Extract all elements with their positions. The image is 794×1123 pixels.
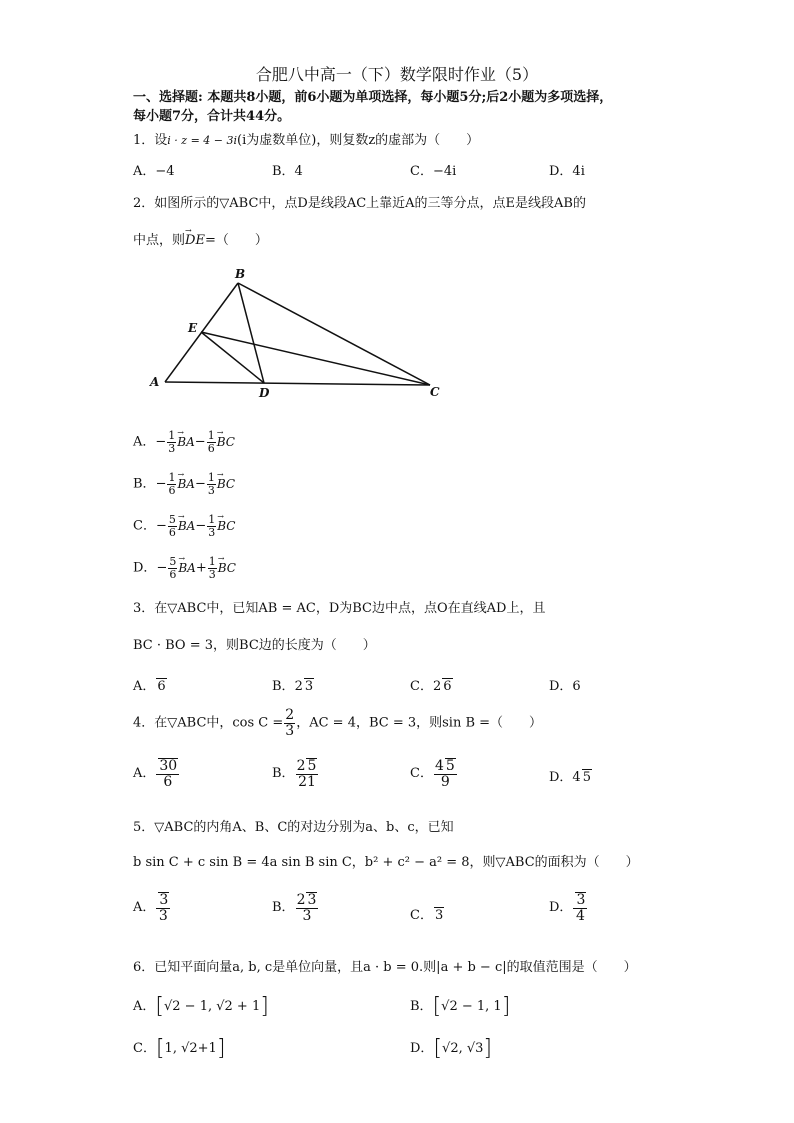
q3-option-c[interactable]: C．2 6 xyxy=(410,679,452,694)
question-4-stem: 4．在▽ABC中，cos C = $\frac{2}{3}$ ，AC = 4，BC = 3，则sin B =（ ） xyxy=(133,707,543,739)
segment-ec xyxy=(201,332,430,385)
q6-option-d[interactable]: D．[√2, √3] xyxy=(410,1036,492,1061)
label-b: B xyxy=(235,267,246,281)
q5-option-a[interactable]: A． $\frac{3}{3}$ xyxy=(133,892,169,924)
q2-option-b[interactable]: B．− $\frac{1}{6}$ → BA− $\frac{1}{3}$ → BC xyxy=(133,472,235,496)
q1-stem-suffix: (i为虚数单位)，则复数z的虚部为（ ） xyxy=(237,133,480,148)
question-3-line2: BC · BO = 3，则BC边的长度为（ ） xyxy=(133,638,376,653)
label-a: A xyxy=(150,375,160,389)
question-2-line1: 2．如图所示的▽ABC中，点D是线段AC上靠近A的三等分点，点E是线段AB的 xyxy=(133,196,586,211)
q2-line2-prefix: 中点，则 xyxy=(133,233,186,248)
question-1-stem xyxy=(133,129,479,148)
label-e: E xyxy=(188,321,198,335)
page-title: 合肥八中高一（下）数学限时作业（5） xyxy=(255,65,539,84)
segment-bd xyxy=(238,283,264,383)
label-d: D xyxy=(259,386,270,400)
q1-option-d[interactable]: D．4i xyxy=(549,164,585,179)
edge-bc xyxy=(238,283,430,385)
q2-vector-de: → DE xyxy=(185,233,205,248)
q4-option-c[interactable]: C． $\frac{4 5}{9}$ xyxy=(410,758,455,790)
q1-stem-prefix: 1．设 xyxy=(133,133,168,148)
section-heading-line1: 一、选择题: 本题共8小题，前6小题为单项选择，每小题5分;后2小题为多项选择， xyxy=(133,90,613,105)
q6-option-a[interactable]: A．[√2 − 1, √2 + 1] xyxy=(133,994,269,1019)
q2-option-c[interactable]: C．− $\frac{5}{6}$ → BA− $\frac{1}{3}$ → BC xyxy=(133,514,235,538)
triangle-figure xyxy=(140,265,450,405)
q4-option-d[interactable]: D．4 5 xyxy=(549,770,591,785)
q6-option-c[interactable]: C．[1, √2+1] xyxy=(133,1036,226,1061)
q3-option-d[interactable]: D．6 xyxy=(549,679,581,694)
q4-option-b[interactable]: B． $\frac{2 5}{21}$ xyxy=(272,758,317,790)
q5-option-b[interactable]: B． $\frac{2 3}{3}$ xyxy=(272,892,317,924)
q5-option-d[interactable]: D． $\frac{3}{4}$ xyxy=(549,892,586,924)
q3-option-a[interactable]: A． 6 xyxy=(133,679,166,694)
question-5-line1: 5．▽ABC的内角A、B、C的对边分别为a、b、c，已知 xyxy=(133,820,454,835)
section-heading-line2: 每小题7分，合计共44分。 xyxy=(133,109,291,124)
q5-option-c[interactable]: C． 3 xyxy=(410,908,444,923)
edge-ac xyxy=(165,382,430,385)
q1-option-c[interactable]: C．−4i xyxy=(410,164,457,179)
question-5-line2: b sin C + c sin B = 4a sin B sin C，b² + c² − a² = 8，则▽ABC的面积为（ ） xyxy=(133,855,639,870)
q1-option-a[interactable]: A．−4 xyxy=(133,164,175,179)
q1-equation: i · z = 4 − 3i xyxy=(167,134,238,147)
q3-option-b[interactable]: B．2 3 xyxy=(272,679,314,694)
question-6-stem: 6．已知平面向量a, b, c是单位向量，且a · b = 0.则|a + b − c|的取值范围是（ ） xyxy=(133,960,637,975)
q1-option-b[interactable]: B．4 xyxy=(272,164,303,179)
q4-option-a[interactable]: A． $\frac{30}{6}$ xyxy=(133,758,178,790)
label-c: C xyxy=(430,385,440,399)
q2-option-a[interactable]: A．− $\frac{1}{3}$ → BA− $\frac{1}{6}$ → BC xyxy=(133,430,235,454)
q2-line2-suffix: =（ ） xyxy=(204,233,268,248)
q6-option-b[interactable]: B．[√2 − 1, 1] xyxy=(410,994,511,1019)
q2-option-d[interactable]: D．− $\frac{5}{6}$ → BA+ $\frac{1}{3}$ → BC xyxy=(133,556,236,580)
question-2-line2 xyxy=(133,229,268,248)
question-3-line1: 3．在▽ABC中，已知AB = AC，D为BC边中点，点O在直线AD上，且 xyxy=(133,601,546,616)
